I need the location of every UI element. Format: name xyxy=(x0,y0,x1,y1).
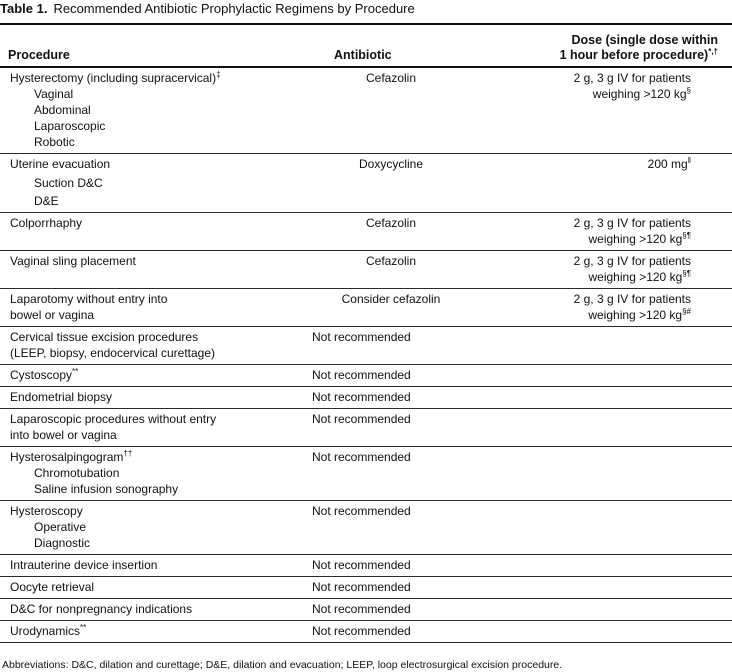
procedure-subtype: Diagnostic xyxy=(34,536,91,550)
antibiotic-cell: Doxycycline xyxy=(358,157,424,171)
table-row xyxy=(0,365,732,387)
dose-line1: 2 g, 3 g IV for patients xyxy=(573,216,691,230)
procedure-cell xyxy=(0,409,278,447)
dose-cell xyxy=(504,289,732,327)
procedure-name-line1: Laparoscopic procedures without entry xyxy=(10,412,217,426)
table-row xyxy=(0,387,732,409)
procedure-footnote-mark: †† xyxy=(123,449,133,458)
antibiotic-cell: Not recommended xyxy=(312,624,411,638)
dose-line1: 200 mg xyxy=(647,157,688,171)
dose-cell xyxy=(504,621,732,643)
dose-line1: 2 g, 3 g IV for patients xyxy=(573,71,691,85)
dose-footnote-mark: ‖ xyxy=(687,156,691,165)
dose-cell xyxy=(504,387,732,409)
procedure-name-line2: into bowel or vagina xyxy=(10,428,117,442)
table-label: Table 1. xyxy=(0,1,48,16)
procedure-cell xyxy=(0,387,278,409)
procedure-subtype: Abdominal xyxy=(34,103,91,117)
procedure-name: Uterine evacuation xyxy=(10,157,111,171)
dose-cell xyxy=(504,251,732,289)
procedure-name-line2: bowel or vagina xyxy=(10,308,95,322)
dose-cell xyxy=(504,555,732,577)
antibiotic-cell: Cefazolin xyxy=(365,71,417,85)
procedure-cell xyxy=(0,365,278,387)
procedure-subtype: Chromotubation xyxy=(34,466,120,480)
dose-cell xyxy=(504,67,732,154)
procedure-cell xyxy=(0,213,278,251)
procedure-name-line1: Laparotomy without entry into xyxy=(10,292,168,306)
table-row xyxy=(0,213,732,251)
antibiotic-cell: Cefazolin xyxy=(365,216,417,230)
table-row xyxy=(0,67,732,154)
procedure-cell xyxy=(0,327,278,365)
header-dose-line1: Dose (single dose within xyxy=(571,33,718,47)
dose-cell xyxy=(504,409,732,447)
procedure-name: Intrauterine device insertion xyxy=(10,558,158,572)
dose-line2: weighing >120 kg xyxy=(588,232,683,246)
procedure-name: Hysterectomy (including supracervical) xyxy=(10,71,217,85)
table-caption xyxy=(0,0,732,20)
table-row xyxy=(0,577,732,599)
antibiotic-cell: Not recommended xyxy=(312,390,411,404)
table-row xyxy=(0,251,732,289)
procedure-footnote-mark: ** xyxy=(80,623,87,632)
procedure-cell xyxy=(0,447,278,501)
procedure-cell xyxy=(0,251,278,289)
procedure-footnote-mark: ** xyxy=(72,367,79,376)
procedure-name-line2: (LEEP, biopsy, endocervical curettage) xyxy=(10,346,216,360)
procedure-cell xyxy=(0,501,278,555)
dose-cell xyxy=(504,577,732,599)
dose-line1: 2 g, 3 g IV for patients xyxy=(573,292,691,306)
header-dose-line2: 1 hour before procedure) xyxy=(559,48,709,62)
antibiotic-cell: Not recommended xyxy=(312,368,411,382)
dose-cell xyxy=(504,213,732,251)
header-dose xyxy=(504,24,732,67)
header-antibiotic: Antibiotic xyxy=(278,24,504,67)
procedure-name: Hysterosalpingogram xyxy=(10,450,124,464)
header-dose-marks: *,† xyxy=(708,47,718,56)
dose-line1: 2 g, 3 g IV for patients xyxy=(573,254,691,268)
antibiotic-cell: Not recommended xyxy=(312,580,411,594)
procedure-cell xyxy=(0,154,278,213)
procedure-name: Cystoscopy xyxy=(10,368,73,382)
dose-line2: weighing >120 kg xyxy=(588,308,683,322)
procedure-cell xyxy=(0,599,278,621)
table-row xyxy=(0,409,732,447)
procedure-cell xyxy=(0,621,278,643)
dose-cell xyxy=(504,327,732,365)
procedure-name: D&C for nonpregnancy indications xyxy=(10,602,193,616)
dose-cell xyxy=(504,154,732,213)
table-header-row xyxy=(0,24,732,67)
dose-footnote-mark: §¶ xyxy=(682,269,691,278)
dose-footnote-mark: §# xyxy=(682,307,691,316)
antibiotic-table xyxy=(0,23,732,643)
table-row xyxy=(0,154,732,213)
table-footnote: Abbreviations: D&C, dilation and curettage; D&E, dilation and evacuation; LEEP, loop electrosurgical excision procedure. xyxy=(2,659,563,671)
table-row xyxy=(0,327,732,365)
header-procedure: Procedure xyxy=(0,24,278,67)
dose-line2: weighing >120 kg xyxy=(592,87,687,101)
procedure-subtype: Operative xyxy=(34,520,87,534)
dose-cell xyxy=(504,447,732,501)
antibiotic-cell: Consider cefazolin xyxy=(341,292,441,306)
procedure-name: Endometrial biopsy xyxy=(10,390,113,404)
procedure-name: Colporrhaphy xyxy=(10,216,83,230)
procedure-name: Oocyte retrieval xyxy=(10,580,95,594)
table-row xyxy=(0,599,732,621)
procedure-cell xyxy=(0,289,278,327)
procedure-footnote-mark: ‡ xyxy=(216,70,221,79)
table-row xyxy=(0,621,732,643)
antibiotic-cell: Cefazolin xyxy=(365,254,417,268)
procedure-subtype: Vaginal xyxy=(34,87,74,101)
table-body xyxy=(0,67,732,643)
dose-footnote-mark: § xyxy=(686,86,691,95)
dose-cell xyxy=(504,365,732,387)
antibiotic-cell: Not recommended xyxy=(312,558,411,572)
antibiotic-cell: Not recommended xyxy=(312,330,411,344)
procedure-subtype: Saline infusion sonography xyxy=(34,482,179,496)
table-row xyxy=(0,501,732,555)
antibiotic-cell: Not recommended xyxy=(312,602,411,616)
procedure-subtype: D&E xyxy=(34,194,59,208)
procedure-subtype: Suction D&C xyxy=(34,176,103,190)
table-row xyxy=(0,555,732,577)
dose-footnote-mark: §¶ xyxy=(682,231,691,240)
procedure-cell xyxy=(0,577,278,599)
procedure-name: Vaginal sling placement xyxy=(10,254,136,268)
dose-line2: weighing >120 kg xyxy=(588,270,683,284)
procedure-subtype: Robotic xyxy=(34,135,75,149)
antibiotic-cell: Not recommended xyxy=(312,412,411,426)
procedure-subtype: Laparoscopic xyxy=(34,119,106,133)
procedure-name: Urodynamics xyxy=(10,624,81,638)
antibiotic-cell: Not recommended xyxy=(312,504,411,518)
dose-cell xyxy=(504,501,732,555)
procedure-cell xyxy=(0,555,278,577)
procedure-name: Hysteroscopy xyxy=(10,504,83,518)
procedure-name-line1: Cervical tissue excision procedures xyxy=(10,330,199,344)
table-title: Recommended Antibiotic Prophylactic Regimens by Procedure xyxy=(53,1,415,16)
procedure-cell xyxy=(0,67,278,154)
table-row xyxy=(0,447,732,501)
table-row xyxy=(0,289,732,327)
antibiotic-cell: Not recommended xyxy=(312,450,411,464)
dose-cell xyxy=(504,599,732,621)
